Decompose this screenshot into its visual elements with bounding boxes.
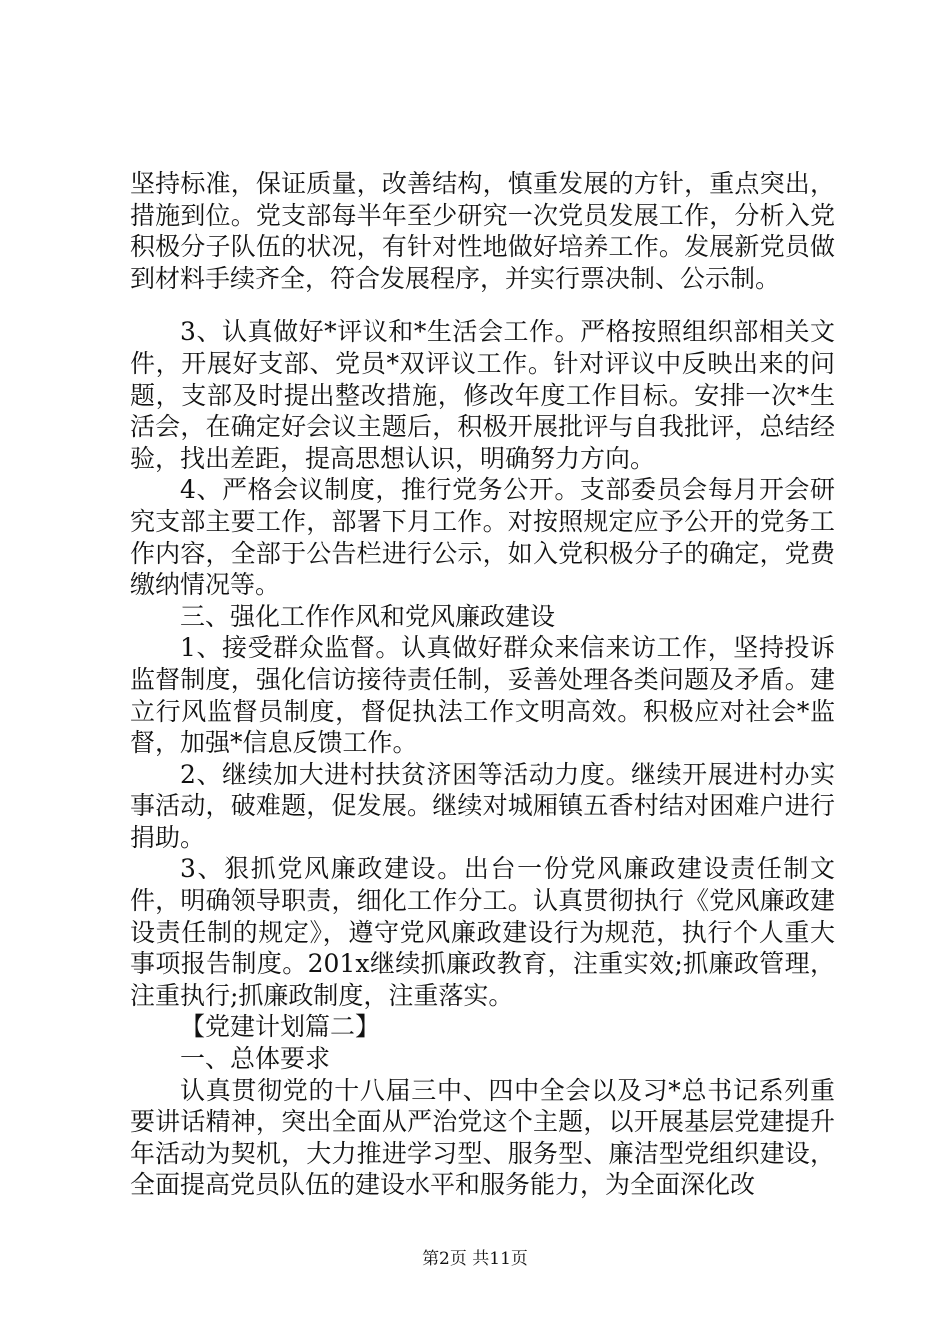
page-number: 第2页 共11页 — [422, 1249, 528, 1269]
paragraph-item-1-supervision: 1、接受群众监督。认真做好群众来信来访工作，坚持投诉监督制度，强化信访接待责任制，妥善处理各类问题及矛盾。建立行风监督员制度，督促执法工作文明高效。积极应对社会*监督，加强*信息反馈工作。 — [130, 633, 835, 758]
section-heading-3: 三、强化工作作风和党风廉政建设 — [180, 601, 556, 631]
paragraph-general-requirements: 认真贯彻党的十八届三中、四中全会以及习*总书记系列重要讲话精神，突出全面从严治党这个主题，以开展基层党建提升年活动为契机，大力推进学习型、服务型、廉洁型党组织建设，全面提高党员队伍的建设水平和服务能力，为全面深化改 — [130, 1075, 835, 1200]
paragraph-item-4-meeting: 4、严格会议制度，推行党务公开。支部委员会每月开会研究支部主要工作，部署下月工作。对按照规定应予公开的党务工作内容，全部于公告栏进行公示，如入党积极分子的确定，党费缴纳情况等。 — [130, 475, 835, 600]
paragraph-continuation: 坚持标准，保证质量，改善结构，慎重发展的方针，重点突出，措施到位。党支部每半年至少研究一次党员发展工作，分析入党积极分子队伍的状况，有针对性地做好培养工作。发展新党员做到材料手续齐全，符合发展程序，并实行票决制、公示制。 — [130, 169, 835, 293]
section-heading-1: 一、总体要求 — [180, 1044, 331, 1074]
document-body — [130, 168, 835, 1201]
paragraph-item-3-review: 3、认真做好*评议和*生活会工作。严格按照组织部相关文件，开展好支部、党员*双评议工作。针对评议中反映出来的问题，支部及时提出整改措施，修改年度工作目标。安排一次*生活会，在确定好会议主题后，积极开展批评与自我批评，总结经验，找出差距，提高思想认识，明确努力方向。 — [130, 317, 835, 473]
paragraph-item-2-poverty: 2、继续加大进村扶贫济困等活动力度。继续开展进村办实事活动，破难题，促发展。继续对城厢镇五香村结对困难户进行捐助。 — [130, 759, 835, 852]
paragraph-item-3-integrity: 3、狠抓党风廉政建设。出台一份党风廉政建设责任制文件，明确领导职责，细化工作分工。认真贯彻执行《党风廉政建设责任制的规定》，遵守党风廉政建设行为规范，执行个人重大事项报告制度。201x继续抓廉政教育，注重实效;抓廉政管理，注重执行;抓廉政制度，注重落实。 — [130, 854, 835, 1010]
chapter-heading: 【党建计划篇二】 — [180, 1012, 381, 1042]
